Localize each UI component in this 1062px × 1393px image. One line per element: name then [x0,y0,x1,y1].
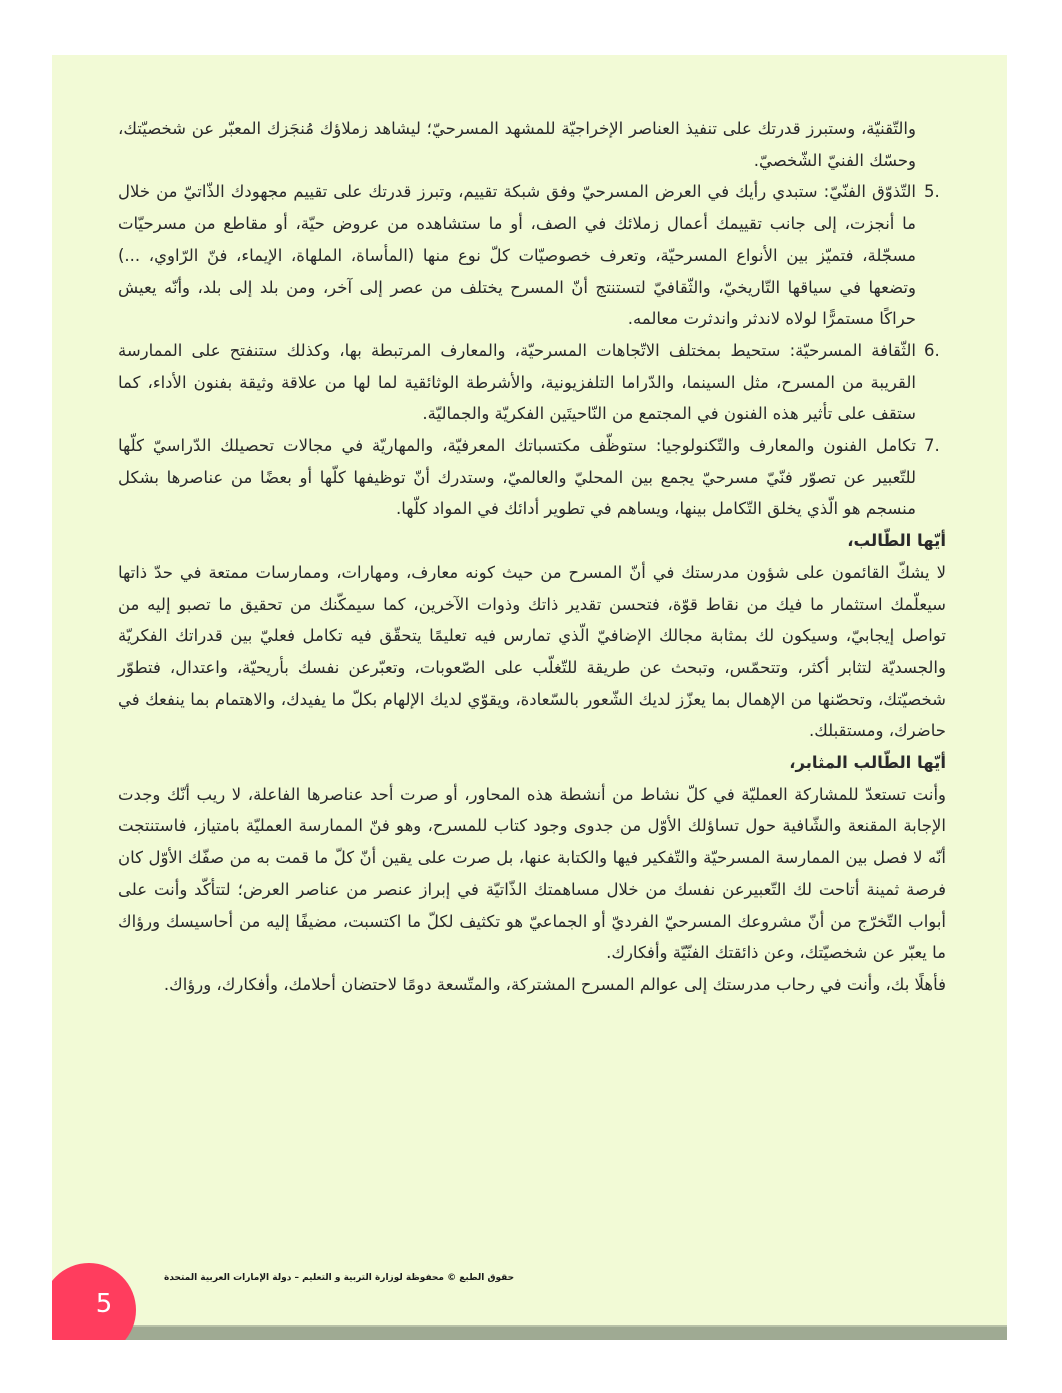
list-number: 6. [924,340,940,360]
paragraph-student: لا يشكّ القائمون على شؤون مدرستك في أنّ المسرح من حيث كونه معارف، ومهارات، وممارسات ممتعة في حدّ ذاتها سيعلّمك استثمار ما فيك من نقاط قوّة، فتحسن تقدير ذاتك وذوات الآخرين، كما سيمكّنك من تحقيق ما تصبو إليه من تواصل إيجابيّ، وسيكون لك بمثابة مجالك الإضافيّ الّذي تمارس فيه تعليمًا يتحقّق فيه تكامل فعليّ بين قدراتك الفكريّة والجسديّة لتثابر أكثر، وتتحمّس، وتبحث عن طريقة للتّغلّب على الصّعوبات، وتعبّرعن نفسك بأريحيّة، واعتدال، فتطوّر شخصيّتك، وتحصّنها من الإهمال بما يعزّز لديك الشّعور بالسّعادة، ويقوّي لديك الإلهام بكلّ ما يفيدك، والاهتمام بما ينفعك في حاضرك، ومستقبلك. [118,562,946,741]
page-content [118,113,946,1001]
paragraph-persevering-student: وأنت تستعدّ للمشاركة العمليّة في كلّ نشاط من أنشطة هذه المحاور، أو صرت أحد عناصرها الفاعلة، لا ريب أنّك وجدت الإجابة المقنعة والشّافية حول تساؤلك الأوّل من جدوى وجود كتاب للمسرح، وهو فنّ الممارسة العمليّة بامتياز، فاستنتجت أنّه لا فصل بين الممارسة المسرحيّة والتّفكير فيها والكتابة عنها، بل صرت على يقين أنّ كلّ ما قمت به من صفّك الأوّل كان فرصة ثمينة أتاحت لك التّعبيرعن نفسك من خلال مساهمتك الذّاتيّة في إبراز عنصر من عناصر العرض؛ لتتأكّد وأنت على أبواب التّخرّج من أنّ مشروعك المسرحيّ الفرديّ أو الجماعيّ هو تكثيف لكلّ ما اكتسبت، مضيفًا إليه من أحاسيسك ورؤاك ما يعبّر عن شخصيّتك، وعن ذائقتك الفنّيّة وأفكارك. [118,784,946,963]
list-item-text: التّذوّق الفنّيّ: ستبدي رأيك في العرض المسرحيّ وفق شبكة تقييم، وتبرز قدرتك على تقييم مجهودك الذّاتيّ من خلال ما أنجزت، إلى جانب تقييمك أعمال زملائك في الصف، أو ما ستشاهده من عروض حيّة، أو مقاطع من مسرحيّات مسجّلة، فتميّز بين الأنواع المسرحيّة، وتعرف خصوصيّات كلّ نوع منها (المأساة، الملهاة، الإيماء، فنّ الرّاوي، ...) وتضعها في سياقها التّاريخيّ، والثّقافيّ لتستنتج أنّ المسرح يختلف من عصر إلى آخر، ومن بلد إلى بلد، وأنّه يعيش حراكًا مستمرًّا لولاه لاندثر واندثرت معالمه. [118,182,916,329]
list-item-artistic-appreciation [118,176,946,335]
page-number: 5 [95,1289,113,1319]
copyright-notice: حقوق الطبع © محفوظة لوزارة التربية و التعليم – دولة الإمارات العربية المتحدة [164,1273,515,1283]
list-item-text: الثّقافة المسرحيّة: ستحيط بمختلف الاتّجاهات المسرحيّة، والمعارف المرتبطة بها، وكذلك ستنفتح على الممارسة القريبة من المسرح، مثل السينما، والدّراما التلفزيونية، والأشرطة الوثائقية لما لها من علاقة وثيقة بفنون الأداء، كما ستقف على تأثير هذه الفنون في المجتمع من النّاحيتَين الفكريّة والجماليّة. [118,340,916,424]
section-heading-persevering-student: أيّها الطّالب المثابر، [789,753,946,773]
paragraph-welcome: فأهلًا بك، وأنت في رحاب مدرستك إلى عوالم المسرح المشتركة، والمتّسعة دومًا لاحتضان أحلامك، وأفكارك، ورؤاك. [163,974,946,994]
section-heading-student: أيّها الطّالب، [847,531,946,551]
list-item-arts-integration [118,430,946,525]
list-number: 5. [924,182,940,202]
list-item-theatrical-culture [118,335,946,430]
list-item-text: تكامل الفنون والمعارف والتّكنولوجيا: ستوظّف مكتسباتك المعرفيّة، والمهاريّة في مجالات تحصيلك الدّراسيّ كلّها للتّعبير عن تصوّر فنّيّ مسرحيّ يجمع بين المحليّ والعالميّ، وستدرك أنّ توظيفها كلّها أو بعضًا من عناصرها بشكل منسجم هو الّذي يخلق التّكامل بينها، ويساهم في تطوير أدائك في المواد كلّها. [118,436,916,519]
list-number: 7. [924,436,940,456]
footer-bar [52,1325,1007,1340]
document-page [52,55,1007,1340]
intro-continuation: والتّقنيّة، وستبرز قدرتك على تنفيذ العناصر الإخراجيّة للمشهد المسرحيّ؛ ليشاهد زملاؤك مُنجَزك المعبّر عن شخصيّتك، وحسّك الفنيّ الشّخصيّ. [118,119,916,170]
